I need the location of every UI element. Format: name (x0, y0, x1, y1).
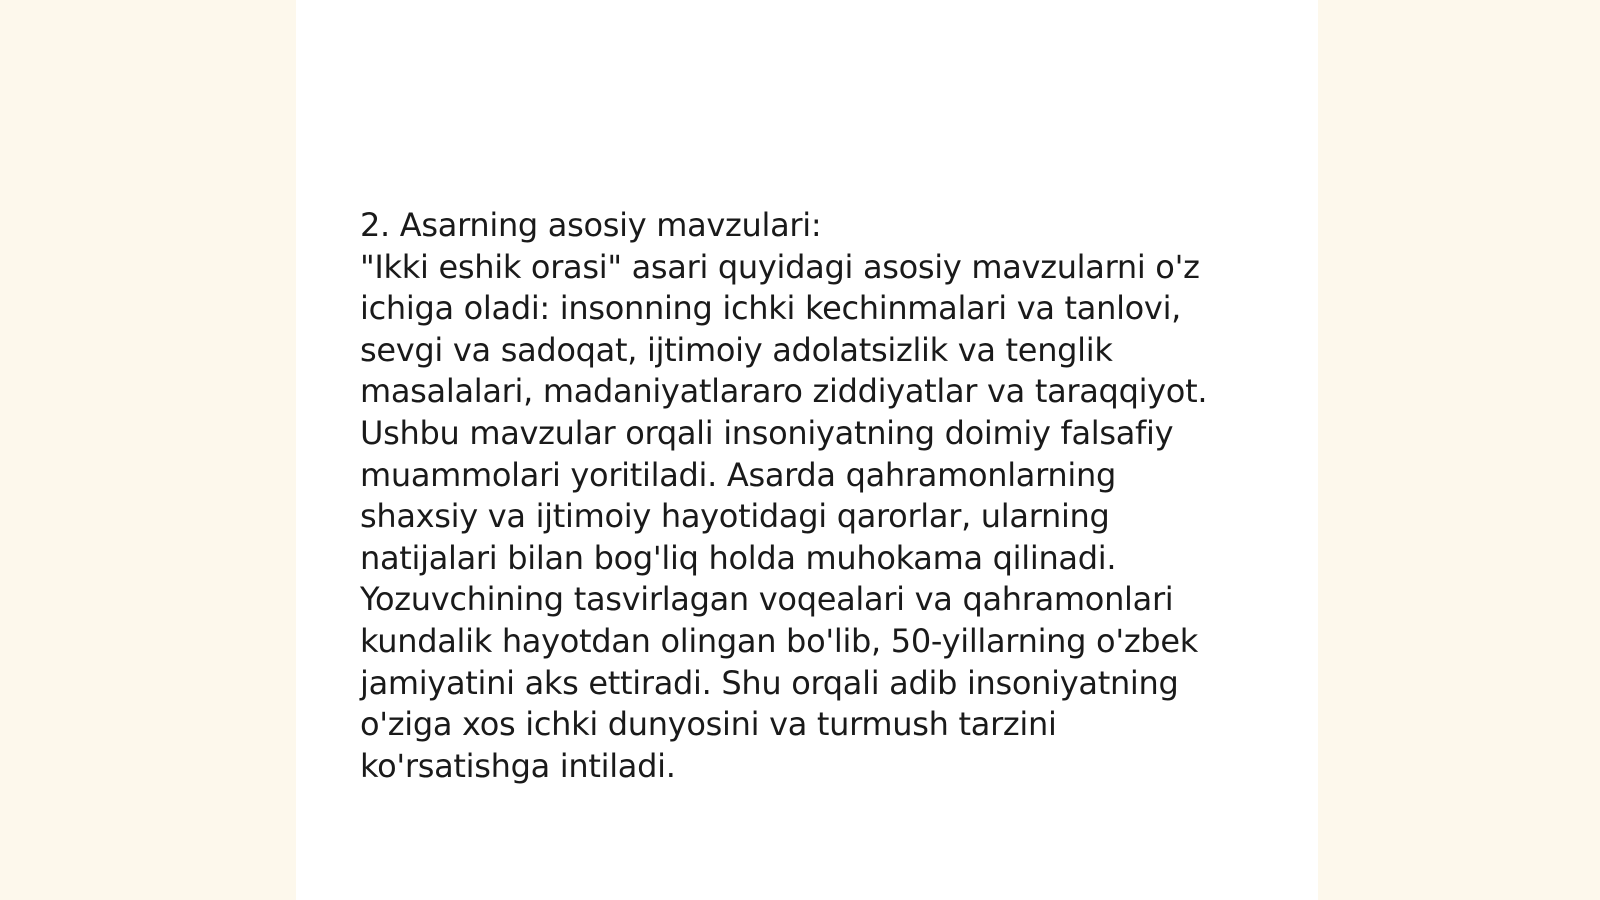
section-body: "Ikki eshik orasi" asari quyidagi asosiy mavzularni o'z ichiga oladi: insonning ichki kechinmalari va tanlovi, sevgi va sadoqat, ijtimoiy adolatsizlik va tenglik masalalari, madaniyatlararo ziddiyatlar va taraqqiyot. Ushbu mavzular orqali insoniyatning doimiy falsafiy muammolari yoritiladi. Asarda qahramonlarning shaxsiy va ijtimoiy hayotidagi qarorlar, ularning natijalari bilan bog'liq holda muhokama qilinadi. Yozuvchining tasvirlagan voqealari va qahramonlari kundalik hayotdan olingan bo'lib, 50-yillarning o'zbek jamiyatini aks ettiradi. Shu orqali adib insoniyatning o'ziga xos ichki dunyosini va turmush tarzini ko'rsatishga intiladi. (360, 247, 1208, 785)
document-page (296, 0, 1318, 900)
section-heading: 2. Asarning asosiy mavzulari: (360, 206, 822, 244)
document-content (360, 205, 1240, 787)
